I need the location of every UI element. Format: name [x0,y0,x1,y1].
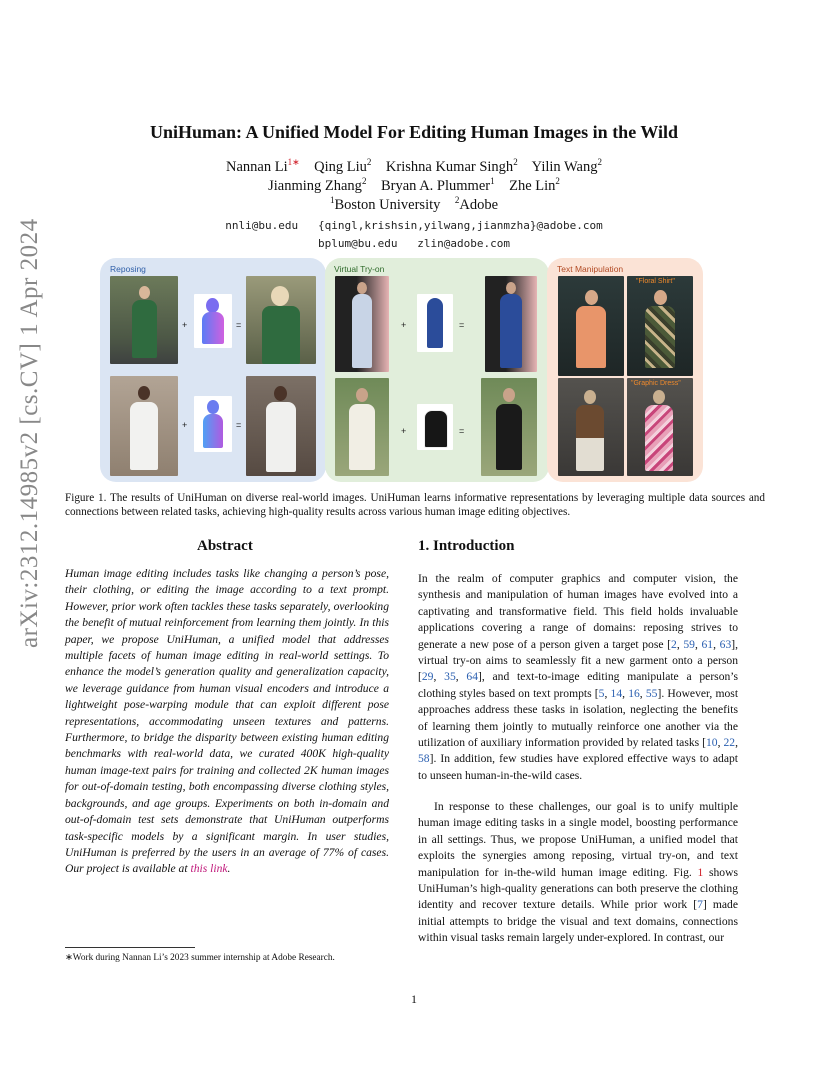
panel-virtual-tryon [325,258,549,482]
panel-label-text: Text Manipulation [557,264,624,274]
author-name: Jianming Zhang [268,177,362,194]
author-affil: 2 [597,157,602,167]
text-run: ], and text-to-image editing manipulate a person’s clothing styles based on text prompts [ [418,670,739,700]
author-name: Bryan A. Plummer [380,177,491,194]
result-photo [627,378,693,476]
author-affil: 1∗ [287,157,300,167]
equals-sign: = [236,320,242,330]
footnote: ∗Work during Nannan Li’s 2023 summer internship at Adobe Research. [65,953,335,963]
equals-sign: = [459,320,465,330]
result-photo [246,276,316,364]
text-run: ] made initial attempts to bridge the visual and text domains, connections within visual tasks remain largely under-explored. In contrast, our [418,898,738,945]
author-line-2 [0,176,828,195]
text-run: In response to these challenges, our goal is to unify multiple human image editing tasks in a single model, boosting performance in all settings. Thus, we propose UniHuman, a unified model that exploits the synergies among reposing, virtual try-on, and text manipulation for in-the-wild human image editing. Fig. [418,800,738,879]
text-run: ], virtual try-on aims to seamlessly fit a new garment onto a person [ [418,637,738,684]
affiliations [0,195,828,214]
result-photo [246,376,316,476]
footnote-rule [65,947,195,948]
panel-reposing [100,258,326,482]
author-affil: 2 [513,157,518,167]
source-photo [110,376,178,476]
citation-link[interactable]: 16 [628,686,640,700]
author-affil: 2 [555,176,560,186]
abstract-text: Human image editing includes tasks like changing a person’s pose, their clothing, or editing the image according to a text prompt. However, prior work often tackles these tasks separately, overlooking the benefit of mutual reinforcement from learning them jointly. In this paper, we propose UniHuman, a unified model that addresses multiple facets of human image editing in real-world settings. To enhance the model’s generation quality and generalization capacity, we leverage guidance from human visual encoders and introduce a lightweight pose-warping module that can exploit different pose representations, accommodating unseen textures and patterns. Furthermore, to bridge the disparity between existing human editing benchmarks with real-world data, we curated 400K high-quality human image-text pairs for training and collected 2K human images for out-of-domain testing, both encompassing diverse clothing styles, backgrounds, and age groups. Experiments on both in-domain and out-of-domain test sets demonstrate that UniHuman outperforms task-specific models by a significant margin. In user studies, UniHuman is preferred by the users in an average of 77% of cases. Our project is available at [65,567,389,876]
citation-link[interactable]: 35 [444,670,456,684]
text-run: shows UniHuman’s high-quality generations can both preserve the clothing identity and recover texture details. While prior work [ [418,865,738,912]
intro-paragraph-1: In the realm of computer graphics and computer vision, the synthesis and manipulation of human images have evolved into a captivating and transformative field. This field holds invaluable applications covering a range of domains: reposing strives to generate a new pose of a person given a target pose [2, 59, 61, 63], virtual try-on aims to seamlessly fit a new garment onto a person [29, 35, 64], and text-to-image editing manipulate a person’s clothing styles based on text prompts [5, 14, 16, 55]. However, most approaches address these tasks in isolation, neglecting the benefits of learning them jointly to mutually reinforce one another via the utilization of auxiliary information provided by related tasks [10, 22, 58]. In addition, few studies have explored effective ways to adapt to unseen human-in-the-wild cases. [418,572,739,782]
author-name: Krishna Kumar Singh [385,158,514,175]
introduction-heading: 1. Introduction [418,538,515,554]
paper-title: UniHuman: A Unified Model For Editing Human Images in the Wild [149,122,679,142]
source-photo [335,276,389,372]
affiliation-bu: Boston University [334,196,441,213]
source-photo [110,276,178,364]
emails-line-1: nnli@bu.edu {qingl,krishsin,yilwang,jianmzha}@adobe.com [225,219,603,232]
text-run: In the realm of computer graphics and computer vision, the synthesis and manipulation of human images have evolved into a captivating and transformative field. This field holds invaluable applications covering a range of domains: reposing strives to generate a new pose of a person given a target pose [ [418,572,738,651]
text-prompt: "Graphic Dress" [631,380,681,387]
author-name: Qing Liu [314,158,367,175]
source-photo [558,276,624,376]
citation-link[interactable]: 7 [697,898,703,912]
citation-link[interactable]: 14 [610,686,623,700]
citation-link[interactable]: 2 [671,637,677,651]
garment-image [417,404,453,450]
arxiv-banner: arXiv:2312.14985v2 [cs.CV] 1 Apr 2024 [16,218,43,648]
citation-link[interactable]: 29 [421,670,434,684]
project-link[interactable]: this link [190,862,228,876]
abstract-end: . [227,862,231,876]
citation-link[interactable]: 58 [418,752,430,766]
author-line-1 [0,157,828,176]
pose-map [194,396,232,452]
author-affil: 1 [490,176,495,186]
source-photo [335,378,389,476]
text-prompt: "Floral Shirt" [636,278,675,285]
citation-link[interactable]: 64 [466,670,478,684]
plus-sign: + [401,320,407,330]
pose-map [194,294,232,348]
equals-sign: = [236,420,242,430]
text-run: ]. In addition, few studies have explored effective ways to adapt to unseen human-in-the-wild cases. [418,752,738,782]
panel-text-manipulation [547,258,703,482]
result-photo [627,276,693,376]
citation-link[interactable]: 55 [645,686,658,700]
author-affil: 2 [361,176,367,186]
plus-sign: + [182,320,188,330]
citation-link[interactable]: 59 [683,637,695,651]
figure-link[interactable]: 1 [697,865,704,879]
abstract-heading: Abstract [197,538,253,554]
plus-sign: + [401,426,407,436]
author-affil: 2 [366,157,372,167]
result-photo [481,378,537,476]
citation-link[interactable]: 5 [598,686,605,700]
text-run: ]. However, most approaches address these tasks in isolation, neglecting the benefits of learning them jointly to mutually reinforce one another via the utilization of auxiliary information provided by related tasks [ [418,686,739,750]
affil-marker: 1 [329,195,335,205]
panel-label-reposing: Reposing [110,264,146,274]
affiliation-adobe: Adobe [459,196,499,213]
panel-label-tryon: Virtual Try-on [334,264,385,274]
author-name: Yilin Wang [531,158,598,175]
citation-link[interactable]: 10 [706,736,718,750]
author-name: Zhe Lin [509,177,556,194]
page-number: 1 [411,992,417,1006]
abstract-body [65,566,389,878]
equals-sign: = [459,426,465,436]
emails-line-2: bplum@bu.edu zlin@adobe.com [317,237,511,250]
plus-sign: + [182,420,188,430]
citation-link[interactable]: 22 [723,736,736,750]
author-name: Nannan Li [226,158,288,175]
result-photo [485,276,537,372]
intro-paragraph-2 [418,799,738,947]
source-photo [558,378,624,476]
citation-link[interactable]: 61 [701,637,714,651]
garment-image [417,294,453,352]
affil-marker: 2 [454,195,460,205]
figure-caption: Figure 1. The results of UniHuman on diverse real-world images. UniHuman learns informative representations by leveraging multiple data sources and connections between related tasks, achieving high-quality results across various human image editing objectives. [65,492,765,518]
citation-link[interactable]: 63 [719,637,732,651]
